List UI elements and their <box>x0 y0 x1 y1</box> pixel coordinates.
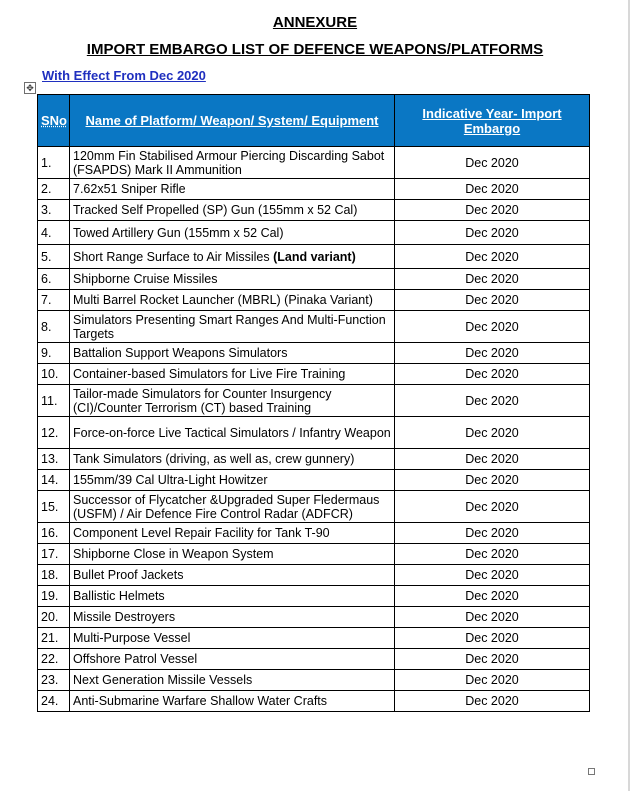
row-year: Dec 2020 <box>395 147 590 179</box>
row-name <box>70 364 395 385</box>
row-year: Dec 2020 <box>395 565 590 586</box>
row-name <box>70 691 395 712</box>
row-name-text: Offshore Patrol Vessel <box>73 652 198 666</box>
table-row <box>38 179 590 200</box>
row-sno: 15. <box>38 491 70 523</box>
row-year: Dec 2020 <box>395 364 590 385</box>
row-name <box>70 607 395 628</box>
row-sno: 9. <box>38 343 70 364</box>
row-name-text: Tank Simulators (driving, as well as, crew gunnery) <box>73 452 355 466</box>
table-row <box>38 245 590 269</box>
row-name-text: Towed Artillery Gun (155mm x 52 Cal) <box>73 225 284 240</box>
row-sno: 21. <box>38 628 70 649</box>
row-name <box>70 491 395 523</box>
table-row <box>38 628 590 649</box>
row-name <box>70 269 395 290</box>
row-name-text: Multi Barrel Rocket Launcher (MBRL) (Pinaka Variant) <box>73 293 373 307</box>
row-name <box>70 385 395 417</box>
row-name-text: Simulators Presenting Smart Ranges And Multi-Function Targets <box>73 312 386 341</box>
row-year: Dec 2020 <box>395 290 590 311</box>
row-name <box>70 179 395 200</box>
table-row <box>38 147 590 179</box>
row-year: Dec 2020 <box>395 523 590 544</box>
row-name-text: Force-on-force Live Tactical Simulators / Infantry Weapon <box>73 425 391 440</box>
table-row <box>38 607 590 628</box>
row-sno: 4. <box>38 221 70 245</box>
resize-handle-icon[interactable] <box>588 768 595 775</box>
row-name-text: Bullet Proof Jackets <box>73 568 184 582</box>
table-row <box>38 523 590 544</box>
row-sno: 18. <box>38 565 70 586</box>
row-year: Dec 2020 <box>395 649 590 670</box>
row-name-text: Ballistic Helmets <box>73 589 165 603</box>
row-sno: 24. <box>38 691 70 712</box>
row-name-text: Tailor-made Simulators for Counter Insurgency (CI)/Counter Terrorism (CT) based Training <box>73 386 332 415</box>
table-row <box>38 269 590 290</box>
row-name-text: Multi-Purpose Vessel <box>73 631 191 645</box>
row-name <box>70 544 395 565</box>
header-year: Indicative Year- Import Embargo <box>395 95 590 147</box>
row-sno: 11. <box>38 385 70 417</box>
row-sno: 6. <box>38 269 70 290</box>
row-name <box>70 449 395 470</box>
header-sno: SNo <box>38 95 70 147</box>
row-year: Dec 2020 <box>395 544 590 565</box>
row-name <box>70 470 395 491</box>
row-year: Dec 2020 <box>395 691 590 712</box>
row-sno: 23. <box>38 670 70 691</box>
row-year: Dec 2020 <box>395 269 590 290</box>
row-sno: 14. <box>38 470 70 491</box>
row-name-text: 7.62x51 Sniper Rifle <box>73 182 186 196</box>
row-year: Dec 2020 <box>395 586 590 607</box>
row-name-text: Component Level Repair Facility for Tank T-90 <box>73 526 330 540</box>
row-sno: 22. <box>38 649 70 670</box>
row-name-text: Anti-Submarine Warfare Shallow Water Crafts <box>73 694 328 708</box>
table-row <box>38 290 590 311</box>
main-title: IMPORT EMBARGO LIST OF DEFENCE WEAPONS/PLATFORMS <box>86 41 544 58</box>
row-name-text: Short Range Surface to Air Missiles <box>73 249 270 264</box>
row-name <box>70 200 395 221</box>
row-name <box>70 523 395 544</box>
table-body <box>38 147 590 712</box>
row-sno: 19. <box>38 586 70 607</box>
annexure-label: ANNEXURE <box>272 14 358 31</box>
row-name-bold: (Land variant) <box>273 249 356 264</box>
row-name <box>70 586 395 607</box>
row-sno: 13. <box>38 449 70 470</box>
row-year: Dec 2020 <box>395 385 590 417</box>
table-row <box>38 691 590 712</box>
table-row <box>38 586 590 607</box>
row-year: Dec 2020 <box>395 221 590 245</box>
row-sno: 7. <box>38 290 70 311</box>
row-year: Dec 2020 <box>395 179 590 200</box>
row-sno: 2. <box>38 179 70 200</box>
row-year: Dec 2020 <box>395 628 590 649</box>
table-row <box>38 565 590 586</box>
row-sno: 8. <box>38 311 70 343</box>
embargo-table <box>37 94 590 712</box>
header-name: Name of Platform/ Weapon/ System/ Equipment <box>70 95 395 147</box>
row-name <box>70 670 395 691</box>
row-name-text: Missile Destroyers <box>73 610 176 624</box>
row-year: Dec 2020 <box>395 607 590 628</box>
effect-date-line: With Effect From Dec 2020 <box>42 68 206 83</box>
table-row <box>38 364 590 385</box>
row-sno: 17. <box>38 544 70 565</box>
row-name-text: Next Generation Missile Vessels <box>73 673 253 687</box>
row-year: Dec 2020 <box>395 449 590 470</box>
row-name-text: Shipborne Close in Weapon System <box>73 547 274 561</box>
row-year: Dec 2020 <box>395 470 590 491</box>
row-name-text: Successor of Flycatcher &Upgraded Super Fledermaus (USFM) / Air Defence Fire Control Radar (ADFCR) <box>73 492 380 521</box>
row-name-text: Shipborne Cruise Missiles <box>73 272 218 286</box>
row-name <box>70 565 395 586</box>
row-name <box>70 221 395 245</box>
table-row <box>38 385 590 417</box>
row-name <box>70 417 395 449</box>
row-year: Dec 2020 <box>395 670 590 691</box>
row-name <box>70 311 395 343</box>
table-row <box>38 544 590 565</box>
row-name-text: 120mm Fin Stabilised Armour Piercing Discarding Sabot (FSAPDS) Mark II Ammunition <box>73 148 385 177</box>
row-name <box>70 245 395 269</box>
row-name <box>70 290 395 311</box>
move-arrows-icon[interactable]: ✥ <box>24 82 36 94</box>
table-row <box>38 470 590 491</box>
row-name <box>70 649 395 670</box>
row-year: Dec 2020 <box>395 245 590 269</box>
row-year: Dec 2020 <box>395 417 590 449</box>
row-sno: 3. <box>38 200 70 221</box>
row-year: Dec 2020 <box>395 491 590 523</box>
row-name <box>70 628 395 649</box>
row-sno: 1. <box>38 147 70 179</box>
row-name <box>70 147 395 179</box>
row-year: Dec 2020 <box>395 200 590 221</box>
table-row <box>38 311 590 343</box>
table-row <box>38 343 590 364</box>
row-name-text: Tracked Self Propelled (SP) Gun (155mm x 52 Cal) <box>73 203 358 217</box>
row-sno: 10. <box>38 364 70 385</box>
row-sno: 12. <box>38 417 70 449</box>
row-sno: 5. <box>38 245 70 269</box>
table-row <box>38 491 590 523</box>
table-row <box>38 449 590 470</box>
row-year: Dec 2020 <box>395 311 590 343</box>
table-row <box>38 649 590 670</box>
table-row <box>38 417 590 449</box>
row-sno: 20. <box>38 607 70 628</box>
row-name-text: Container-based Simulators for Live Fire Training <box>73 367 346 381</box>
table-row <box>38 670 590 691</box>
table-row <box>38 221 590 245</box>
row-name-text: 155mm/39 Cal Ultra-Light Howitzer <box>73 473 268 487</box>
row-name-text: Battalion Support Weapons Simulators <box>73 346 288 360</box>
table-header-row <box>38 95 590 147</box>
row-year: Dec 2020 <box>395 343 590 364</box>
row-sno: 16. <box>38 523 70 544</box>
table-row <box>38 200 590 221</box>
row-name <box>70 343 395 364</box>
